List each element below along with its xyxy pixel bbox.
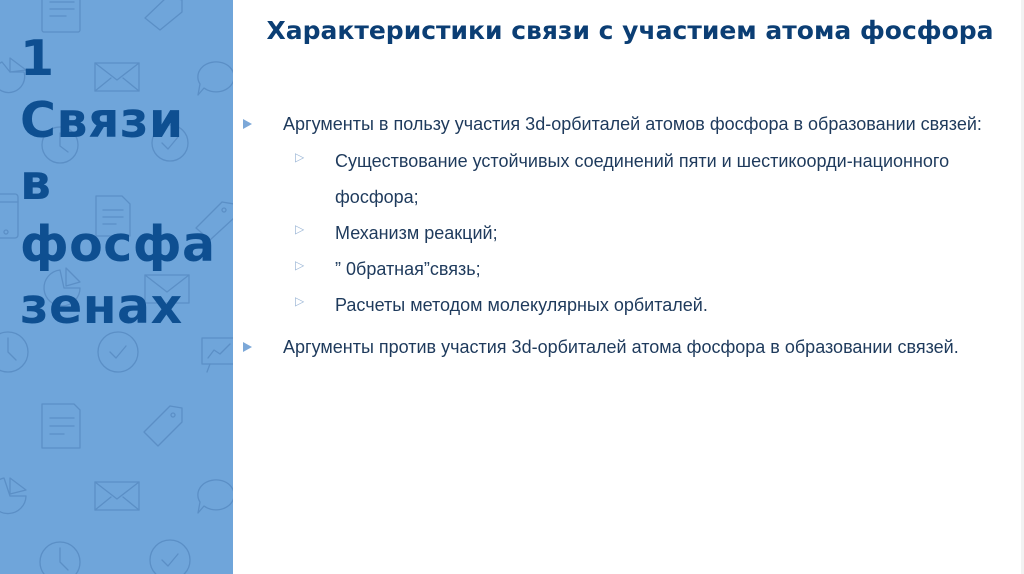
list-item xyxy=(243,106,1003,143)
sub-list-item-text: ” 0братная”связь; xyxy=(335,259,481,279)
document-icon xyxy=(42,404,80,448)
presentation-board-icon xyxy=(202,338,233,372)
list-item xyxy=(243,329,1003,366)
sub-list-item-text: Существование устойчивых соединений пяти и шестикоорди-национного фосфора; xyxy=(335,151,950,207)
tag-icon xyxy=(144,406,182,446)
checkmark-circle-icon xyxy=(98,332,138,372)
sidebar-title-line: фосфа xyxy=(20,216,216,273)
clock-icon xyxy=(0,332,28,372)
sidebar-title-line: 1 xyxy=(20,30,55,87)
outline-triangle-bullet-icon: ▷ xyxy=(295,294,305,308)
bullet-list xyxy=(243,106,1003,366)
sub-list-item xyxy=(243,287,1003,323)
sub-list-item xyxy=(243,251,1003,287)
outline-triangle-bullet-icon: ▷ xyxy=(295,222,305,236)
sidebar-title xyxy=(20,28,216,338)
list-item-text: Аргументы в пользу участия 3d-орбиталей атомов фосфора в образовании связей: xyxy=(283,114,982,134)
pie-chart-icon xyxy=(0,478,26,514)
sidebar-title-line: Связи xyxy=(20,92,184,149)
list-item-text: Аргументы против участия 3d-орбиталей атома фосфора в образовании связей. xyxy=(283,337,959,357)
sidebar-panel xyxy=(0,0,233,574)
outline-triangle-bullet-icon: ▷ xyxy=(295,258,305,272)
envelope-icon xyxy=(95,482,139,510)
outline-triangle-bullet-icon: ▷ xyxy=(295,150,305,164)
sub-list-item xyxy=(243,215,1003,251)
sub-list-item-text: Расчеты методом молекулярных орбиталей. xyxy=(335,295,708,315)
phone-icon xyxy=(0,194,18,238)
triangle-bullet-icon xyxy=(243,342,252,352)
triangle-bullet-icon xyxy=(243,119,252,129)
sub-list-item xyxy=(243,143,1003,215)
sidebar-title-line: в xyxy=(20,154,52,211)
clock-icon xyxy=(40,542,80,574)
slide-title: Характеристики связи с участием атома фосфора xyxy=(266,16,994,45)
checkmark-circle-icon xyxy=(150,540,190,574)
tag-icon xyxy=(145,0,182,30)
sidebar-title-line: зенах xyxy=(20,278,183,335)
speech-bubble-icon xyxy=(198,480,233,513)
sub-list-item-text: Механизм реакций; xyxy=(335,223,498,243)
